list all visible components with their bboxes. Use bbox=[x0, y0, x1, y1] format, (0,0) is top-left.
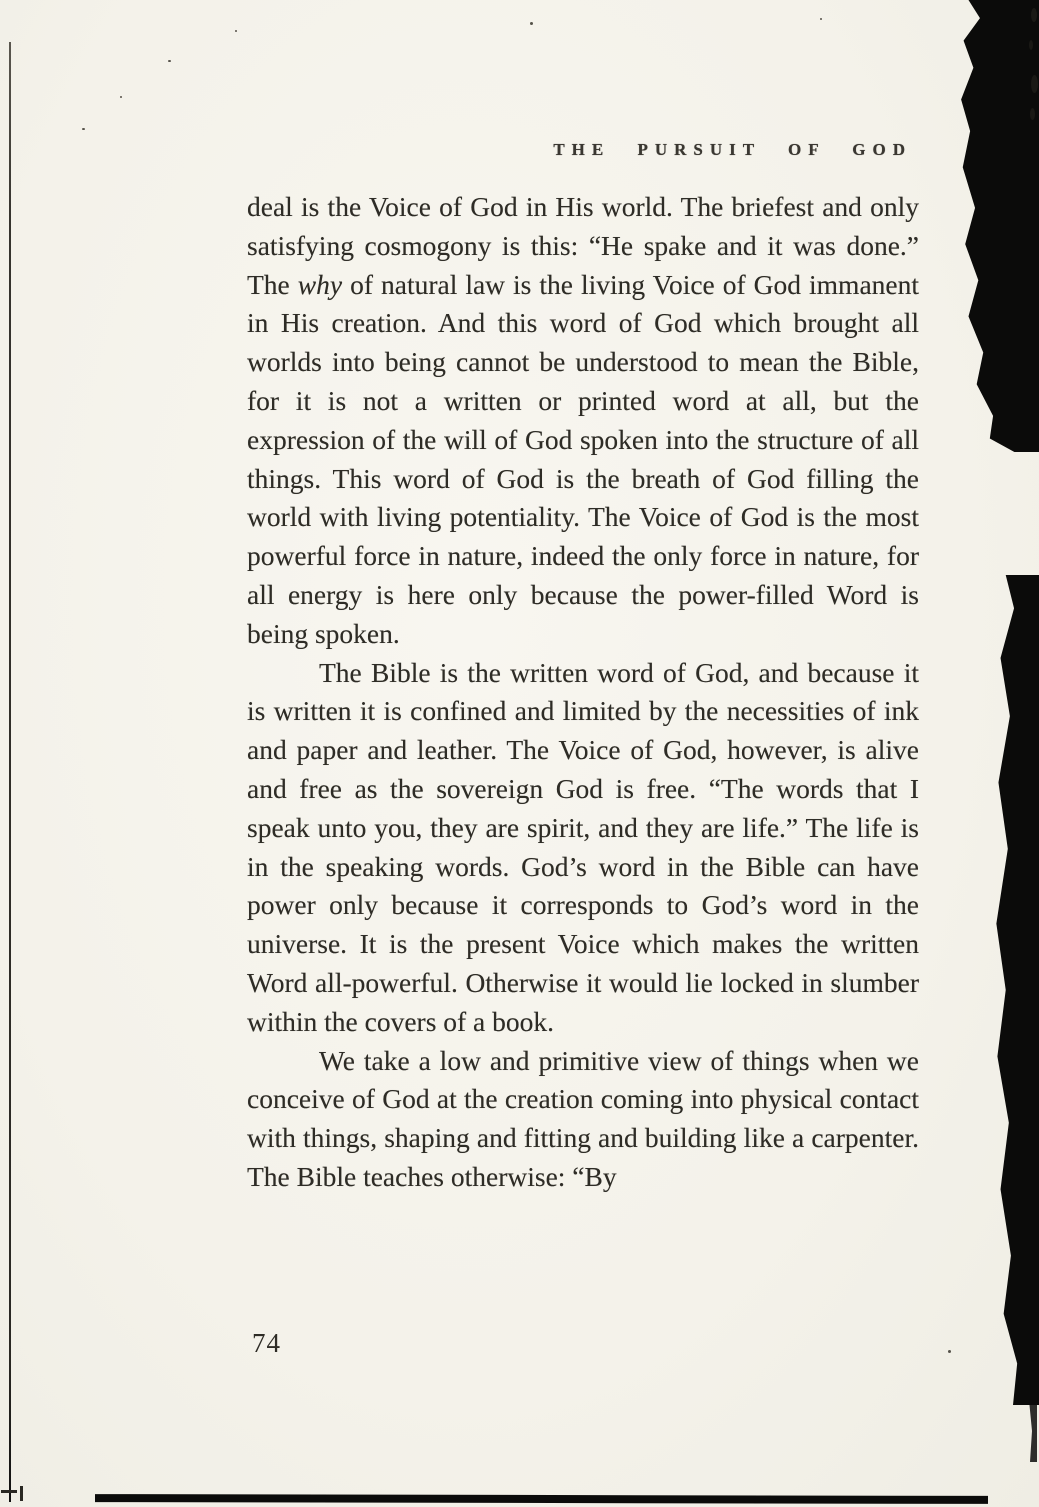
scan-left-line bbox=[9, 42, 11, 1502]
scan-edge-blob bbox=[957, 0, 1039, 452]
scan-speck bbox=[82, 128, 85, 130]
paragraph: The Bible is the written word of God, and because it is written it is confined and limited by the necessities of ink and paper and leather. The Voice of God, however, is alive and free as the sovereign God is free. “The words that I speak unto you, they are spirit, and they are life.” The life is in the speaking words. God’s word in the Bible can have power only because it corresponds to God’s word in the universe. It is the present Voice which makes the written Word all-powerful. Otherwise it would lie locked in slumber within the covers of a book. bbox=[247, 656, 919, 1037]
scan-edge-tail bbox=[1027, 1400, 1037, 1462]
running-header: THE PURSUIT OF GOD bbox=[553, 140, 912, 159]
scan-speck bbox=[948, 1350, 951, 1353]
paragraph-text: deal is the Voice of God in His world. The briefest and only satisfying cosmogony is this: “He spake and it was done.” The bbox=[247, 191, 919, 300]
scan-smudge bbox=[0, 0, 26, 130]
scan-speck bbox=[168, 60, 171, 62]
paragraph: We take a low and primitive view of things when we conceive of God at the creation coming into physical contact with things, shaping and fitting and building like a carpenter. The Bible teaches otherwise: “By bbox=[247, 1044, 919, 1192]
scan-speck bbox=[530, 22, 533, 25]
scan-corner-mark bbox=[20, 1486, 23, 1501]
scan-speck bbox=[820, 18, 822, 20]
scan-speck bbox=[235, 30, 237, 32]
paragraph-continuation bbox=[247, 188, 919, 654]
italic-word: why bbox=[297, 268, 343, 300]
scan-corner-mark bbox=[1, 1490, 17, 1493]
scan-edge-band bbox=[987, 575, 1039, 1405]
page-number: 74 bbox=[252, 1328, 281, 1358]
scan-bottom-bar bbox=[95, 1494, 988, 1504]
paragraph-text: of natural law is the living Voice of God immanent in His creation. And this word of God which brought all worlds into being cannot be understood to mean the Bible, for it is not a written or printed word at all, but the expression of the will of God spoken into the structure of all things. This word of God is the breath of God filling the world with living potentiality. The Voice of God is the most powerful force in nature, indeed the only force in nature, for all energy is here only because the power-filled Word is being spoken. bbox=[247, 268, 919, 649]
body-text bbox=[247, 188, 919, 1197]
scan-speck bbox=[120, 96, 122, 98]
